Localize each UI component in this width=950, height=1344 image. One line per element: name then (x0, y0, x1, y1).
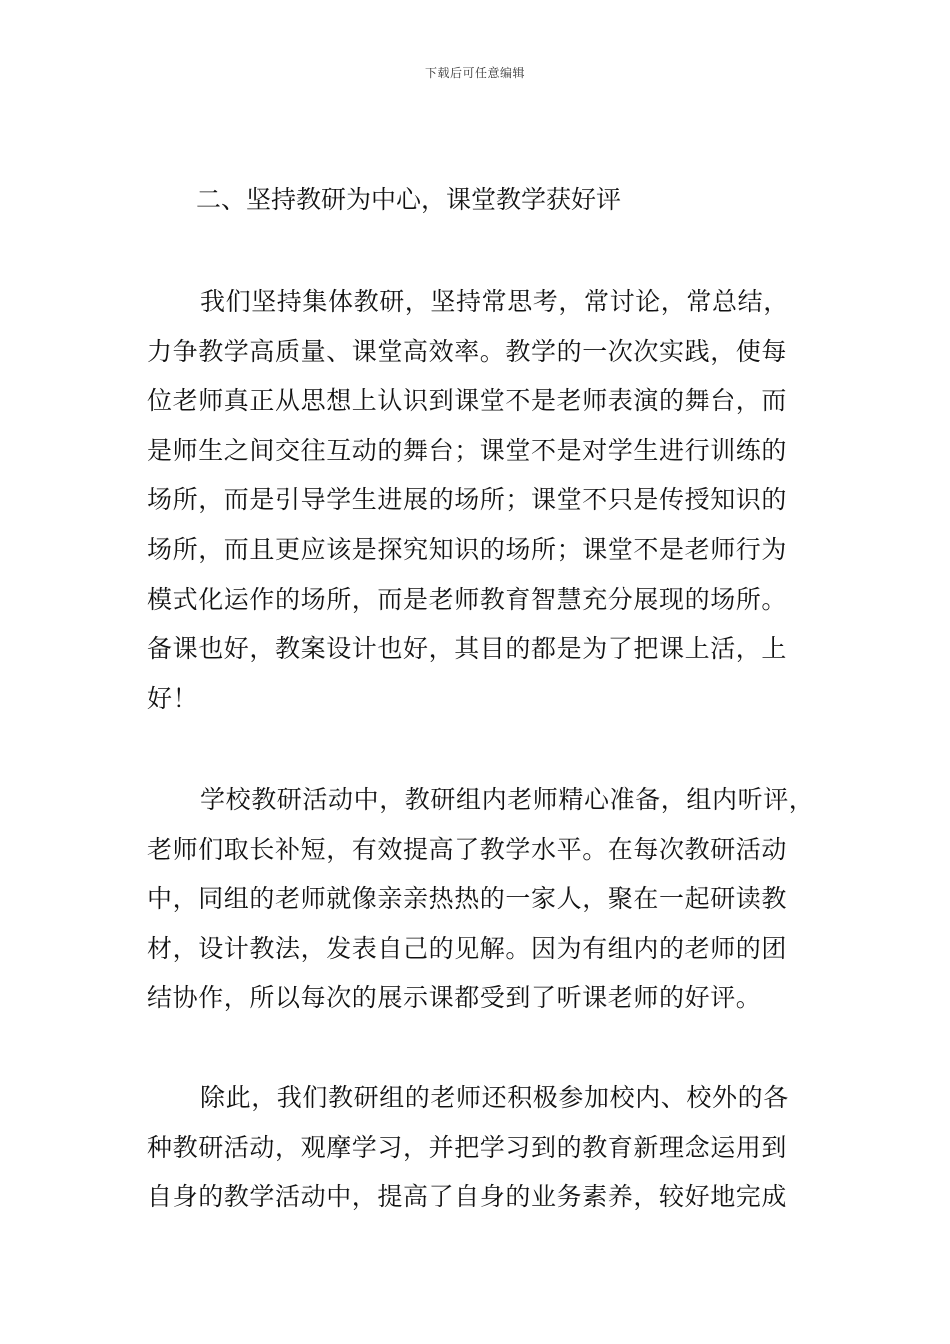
paragraph-line: 自身的教学活动中，提高了自身的业务素养，较好地完成 (147, 1182, 788, 1212)
paragraph-line: 学校教研活动中，教研组内老师精心准备，组内听评， (200, 785, 815, 814)
paragraph-school-activities (147, 775, 815, 1023)
paragraph-line: 力争教学高质量、课堂高效率。教学的一次次实践，使每 (147, 336, 788, 366)
paragraph-line: 备课也好，教案设计也好，其目的都是为了把课上活，上 (147, 634, 788, 664)
paragraph-line: 是师生之间交往互动的舞台；课堂不是对学生进行训练的 (147, 435, 788, 465)
paragraph-external-activities (147, 1073, 807, 1222)
paragraph-line: 位老师真正从思想上认识到课堂不是老师表演的舞台，而 (147, 386, 788, 416)
paragraph-line: 除此，我们教研组的老师还积极参加校内、校外的各 (200, 1083, 789, 1112)
paragraph-line: 模式化运作的场所，而是老师教育智慧充分展现的场所。 (147, 584, 788, 614)
paragraph-line: 我们坚持集体教研，坚持常思考，常讨论，常总结， (200, 287, 789, 316)
page-header-note: 下载后可任意编辑 (424, 66, 525, 80)
paragraph-line: 老师们取长补短，有效提高了教学水平。在每次教研活动 (147, 834, 788, 864)
paragraph-line: 材，设计教法，发表自己的见解。因为有组内的老师的团 (147, 933, 788, 963)
section-heading: 二、坚持教研为中心，课堂教学获好评 (196, 185, 622, 214)
paragraph-line: 中，同组的老师就像亲亲热热的一家人，聚在一起研读教 (147, 884, 788, 914)
paragraph-line: 场所，而且更应该是探究知识的场所；课堂不是老师行为 (147, 534, 788, 564)
paragraph-line: 种教研活动，观摩学习，并把学习到的教育新理念运用到 (147, 1132, 788, 1162)
paragraph-line: 结协作，所以每次的展示课都受到了听课老师的好评。 (147, 983, 762, 1013)
paragraph-line: 好！ (147, 683, 199, 713)
paragraph-collective-research (147, 277, 807, 723)
paragraph-line: 场所，而是引导学生进展的场所；课堂不只是传授知识的 (147, 485, 788, 515)
